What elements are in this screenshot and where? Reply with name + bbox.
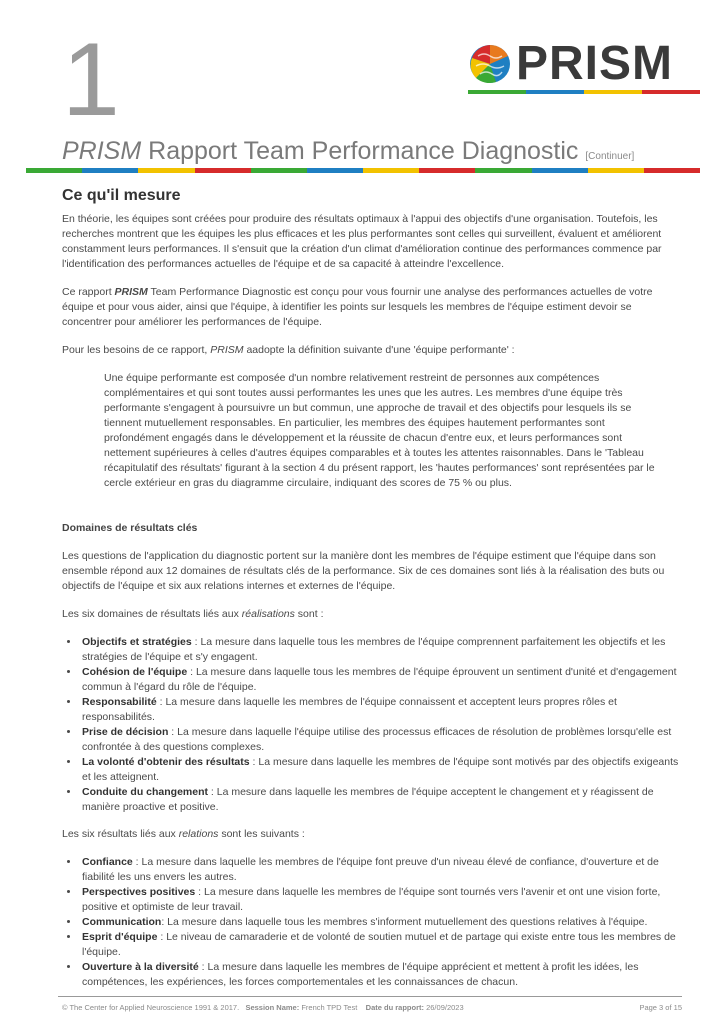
brain-icon [468, 42, 512, 86]
list-item: • La volonté d'obtenir des résultats : La mesure dans laquelle les membres de l'équipe sont motivés par des objectifs exigeants et les atteignent. [80, 755, 682, 785]
color-segment [642, 90, 700, 94]
relations-intro: Les six résultats liés aux relations sont les suivants : [62, 828, 305, 840]
logo-text: PRISM [516, 37, 674, 90]
achievements-intro: Les six domaines de résultats liés aux réalisations sont : [62, 608, 324, 620]
list-item: • Communication: La mesure dans laquelle tous les membres s'informent mutuellement des questions relatives à l'équipe. [80, 915, 682, 930]
logo-color-bar [468, 90, 700, 94]
list-item: • Esprit d'équipe : Le niveau de camaraderie et de volonté de soutien mutuel et de partage qui existe entre tous les membres de l'équipe. [80, 930, 682, 960]
prism-logo [468, 37, 700, 100]
color-segment [82, 168, 138, 173]
title-text: Rapport Team Performance Diagnostic [141, 137, 586, 165]
footer-session-value: French TPD Test [301, 1003, 358, 1012]
color-segment [251, 168, 307, 173]
chapter-number: 1 [62, 22, 120, 138]
footer-divider [58, 996, 682, 997]
color-segment [419, 168, 475, 173]
color-segment [588, 168, 644, 173]
color-segment [532, 168, 588, 173]
footer-copyright: © The Center for Applied Neuroscience 1991 & 2017. [62, 1003, 240, 1012]
footer-page-number: Page 3 of 15 [639, 1003, 682, 1012]
list-item: • Responsabilité : La mesure dans laquelle les membres de l'équipe connaissent et acceptent leurs propres rôles et responsabilités. [80, 695, 682, 725]
main-content [62, 186, 682, 1002]
page-footer [62, 1003, 682, 1012]
color-segment [195, 168, 251, 173]
color-segment [468, 90, 526, 94]
footer-date-label: Date du rapport: [365, 1003, 424, 1012]
color-segment [644, 168, 700, 173]
section-heading: Ce qu'il mesure [62, 187, 181, 204]
list-item: • Cohésion de l'équipe : La mesure dans laquelle tous les membres de l'équipe éprouvent un sentiment d'unité et d'engagement commun à l'égard du rôle de l'équipe. [80, 665, 682, 695]
intro-paragraph: En théorie, les équipes sont créées pour produire des résultats optimaux à l'appui des objectifs d'une organisation. Toutefois, les recherches montrent que les équipes les plus efficaces et les plus performantes sont celles qui surveillent, évaluent et améliorent constamment leurs performances. Il s'ensuit que la création d'un climat d'amélioration continue des performances commence par l'identification des performances actuelles de l'équipe et de sa capacité à atteindre l'excellence. [62, 213, 662, 270]
relations-list [62, 855, 682, 990]
list-item: • Confiance : La mesure dans laquelle les membres de l'équipe font preuve d'un niveau élevé de confiance, d'ouverture et de fiabilité les uns envers les autres. [80, 855, 682, 885]
domains-paragraph: Les questions de l'application du diagnostic portent sur la manière dont les membres de l'équipe estiment que l'équipe dans son ensemble répond aux 12 domaines de résultats clés de la performance. Six de ces domaines sont liés à la réalisation des buts ou objectifs de l'équipe et six aux relations internes et externes de l'équipe. [62, 550, 665, 592]
title-brand: PRISM [62, 137, 142, 165]
footer-session-label: Session Name: [245, 1003, 300, 1012]
color-segment [363, 168, 419, 173]
title-suffix: [Continuer] [585, 151, 635, 162]
list-item: • Ouverture à la diversité : La mesure dans laquelle les membres de l'équipe apprécient et mettent à profit les idées, les compétences, les expériences, les forces comportementales et les connaissances de chacun. [80, 960, 682, 990]
definition-quote: Une équipe performante est composée d'un nombre relativement restreint de personnes aux compétences complémentaires et qui sont toutes aussi performantes les unes que les autres. Les membres d'une équipe très performante s'engagent à poursuivre un but commun, une approche de travail et des objectifs pour lesquels ils se tiennent mutuellement responsables. En particulier, les membres des équipes hautement performantes sont profondément engagés dans le développement et la réussite de chacun d'entre eux, et leurs performances sont nettement supérieures à celles d'autres équipes comparables et à toutes les attentes raisonnables. Dans le 'Tableau récapitulatif des résultats' figurant à la section 4 du présent rapport, les 'hautes performances' sont représentées par le cercle extérieur en gras du diagramme circulaire, indiquant des scores de 75 % ou plus. [104, 372, 655, 489]
list-item: • Conduite du changement : La mesure dans laquelle les membres de l'équipe acceptent le changement et y réagissent de manière proactive et positive. [80, 785, 682, 815]
color-segment [526, 90, 584, 94]
list-item: • Objectifs et stratégies : La mesure dans laquelle tous les membres de l'équipe comprennent parfaitement les objectifs et les stratégies de l'équipe et s'y engagent. [80, 635, 682, 665]
achievements-list [62, 635, 682, 815]
color-segment [584, 90, 642, 94]
color-segment [26, 168, 82, 173]
footer-date-value: 26/09/2023 [426, 1003, 464, 1012]
header-color-bar [26, 168, 700, 173]
page-title [62, 136, 634, 172]
list-item: • Perspectives positives : La mesure dans laquelle les membres de l'équipe sont tournés vers l'avenir et ont une vision forte, positive et optimiste de leur travail. [80, 885, 682, 915]
color-segment [307, 168, 363, 173]
report-paragraph: Ce rapport PRISM Team Performance Diagnostic est conçu pour vous fournir une analyse des performances actuelles de votre équipe et pour vous aider, ainsi que l'équipe, à identifier les points sur lesquels les membres de l'équipe estiment devoir se concentrer pour améliorer les performances de l'équipe. [62, 286, 653, 328]
list-item: • Prise de décision : La mesure dans laquelle l'équipe utilise des processus efficaces de résolution de problèmes lorsqu'elle est confrontée à des questions complexes. [80, 725, 682, 755]
sub-heading: Domaines de résultats clés [62, 522, 198, 534]
color-segment [475, 168, 531, 173]
definition-paragraph: Pour les besoins de ce rapport, PRISM aadopte la définition suivante d'une 'équipe performante' : [62, 344, 515, 356]
color-segment [138, 168, 194, 173]
